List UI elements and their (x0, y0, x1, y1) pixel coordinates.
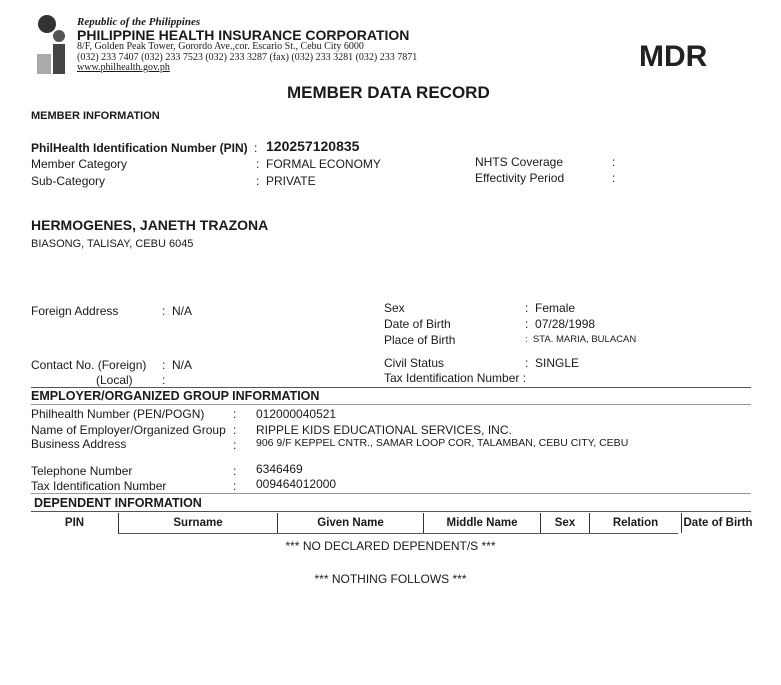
business-address-value: 906 9/F KEPPEL CNTR., SAMAR LOOP COR, TALAMBAN, CEBU CITY, CEBU (256, 437, 629, 449)
pob-label: Place of Birth (384, 333, 456, 347)
column-header: PIN (64, 517, 85, 529)
foreign-address-label: Foreign Address (31, 304, 119, 318)
contact-foreign-label: Contact No. (Foreign) (31, 358, 147, 372)
org-name: PHILIPPINE HEALTH INSURANCE CORPORATION (77, 27, 410, 43)
philhealth-logo-icon (33, 14, 71, 76)
employer-name-label: Name of Employer/Organized Group (31, 423, 226, 437)
org-address: 8/F, Golden Peak Tower, Gorordo Ave.,cor. Escario St., Cebu City 6000 (77, 41, 364, 52)
subcategory-label: Sub-Category (31, 174, 106, 188)
republic-text: Republic of the Philippines (77, 16, 201, 28)
colon: : (233, 423, 237, 437)
nothing-follows-note: *** NOTHING FOLLOWS *** (314, 572, 467, 586)
civil-label: Civil Status (384, 356, 445, 370)
no-dependents-note: *** NO DECLARED DEPENDENT/S *** (285, 539, 496, 553)
dependent-section-title: DEPENDENT INFORMATION (34, 496, 202, 510)
member-address: BIASONG, TALISAY, CEBU 6045 (31, 238, 194, 250)
employer-tin-value: 009464012000 (256, 477, 337, 491)
category-value: : FORMAL ECONOMY (256, 157, 381, 171)
colon: : (233, 407, 237, 421)
colon: : (233, 464, 237, 478)
dob-value: : 07/28/1998 (525, 317, 596, 331)
column-header: Date of Birth (681, 513, 754, 533)
sex-label: Sex (384, 301, 405, 315)
colon: : (162, 373, 166, 387)
effectivity-label: Effectivity Period (475, 171, 565, 185)
pin-label: PhilHealth Identification Number (PIN) (31, 141, 248, 155)
tel-value: 6346469 (256, 462, 303, 476)
contact-local-label: (Local) (96, 373, 133, 387)
foreign-address-value: : N/A (162, 304, 193, 318)
column-header: Sex (540, 513, 589, 533)
tel-label: Telephone Number (31, 464, 133, 478)
member-name: HERMOGENES, JANETH TRAZONA (31, 217, 269, 233)
pob-value: : STA. MARIA, BULACAN (525, 334, 637, 345)
employer-name-value: RIPPLE KIDS EDUCATIONAL SERVICES, INC. (256, 423, 512, 437)
colon: : (233, 479, 237, 493)
page-title: MEMBER DATA RECORD (287, 83, 490, 102)
nhts-label: NHTS Coverage (475, 155, 564, 169)
sex-value: : Female (525, 301, 576, 315)
member-tin-label: Tax Identification Number : (384, 371, 527, 385)
dob-label: Date of Birth (384, 317, 451, 331)
pen-value: 012000040521 (256, 407, 337, 421)
org-phones: (032) 233 7407 (032) 233 7523 (032) 233 3287 (fax) (032) 233 3281 (032) 233 7871 (77, 52, 418, 63)
colon: : (612, 171, 616, 185)
org-website: www.philhealth.gov.ph (77, 62, 170, 73)
colon: : (233, 438, 237, 452)
subcategory-value: : PRIVATE (256, 174, 316, 188)
colon: : (254, 141, 258, 155)
contact-foreign-value: : N/A (162, 358, 193, 372)
business-address-label: Business Address (31, 437, 127, 451)
employer-section-title: EMPLOYER/ORGANIZED GROUP INFORMATION (31, 389, 320, 403)
column-header: Surname (118, 513, 277, 533)
member-section-title: MEMBER INFORMATION (31, 110, 160, 122)
employer-tin-label: Tax Identification Number (31, 479, 167, 493)
form-code: MDR (639, 40, 708, 73)
column-header: Middle Name (423, 513, 540, 533)
colon: : (612, 155, 616, 169)
pen-label: Philhealth Number (PEN/POGN) (31, 407, 205, 421)
column-header: Relation (589, 513, 681, 533)
column-header: Given Name (277, 513, 423, 533)
civil-value: : SINGLE (525, 356, 580, 370)
category-label: Member Category (31, 157, 128, 171)
pin-value: 120257120835 (266, 138, 360, 154)
